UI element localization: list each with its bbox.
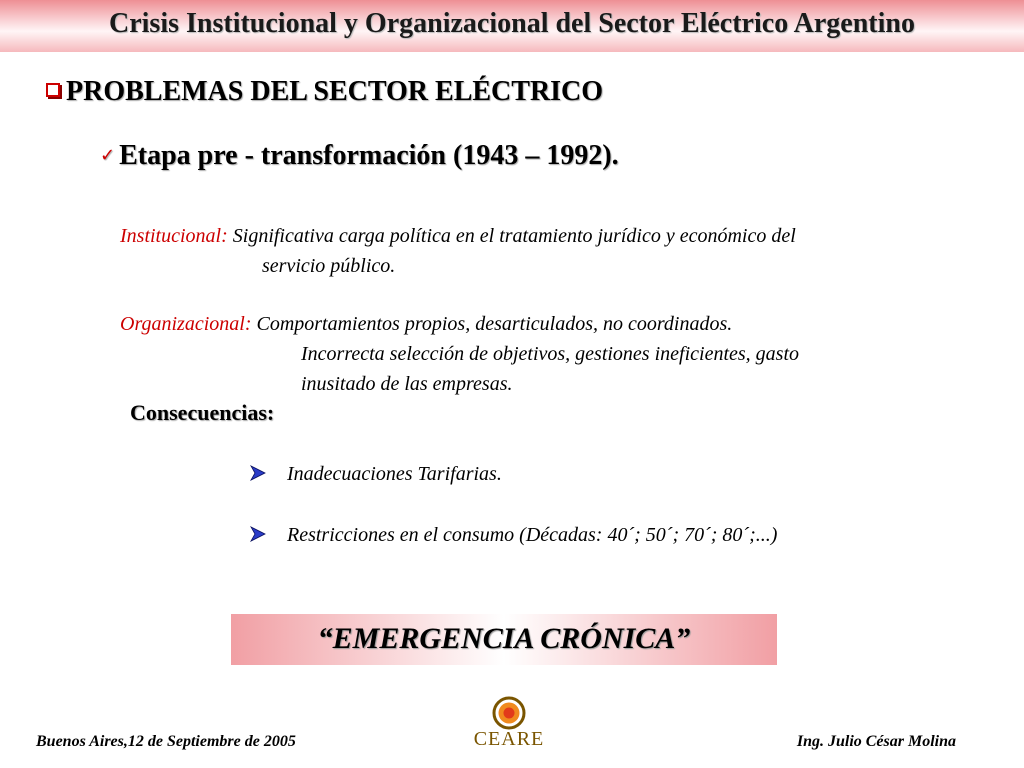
consecuencia-item [250, 524, 777, 547]
section-heading-text: PROBLEMAS DEL SECTOR ELÉCTRICO [66, 76, 604, 107]
institucional-line-1: Significativa carga política en el tratamiento jurídico y económico del [232, 225, 796, 247]
consecuencia-item-text: Inadecuaciones Tarifarias. [287, 463, 502, 485]
ceare-logo-text: CEARE [473, 728, 545, 750]
subheading [100, 140, 619, 172]
ceare-logo-icon [492, 696, 526, 730]
ceare-logo [464, 696, 554, 754]
institucional-label: Institucional: [120, 225, 228, 247]
organizacional-label: Organizacional: [120, 313, 252, 335]
slide-title: Crisis Institucional y Organizacional del Sector Eléctrico Argentino [109, 8, 915, 39]
section-heading [46, 76, 603, 108]
consecuencias-heading: Consecuencias: [130, 400, 275, 425]
footer-date: Buenos Aires,12 de Septiembre de 2005 [36, 733, 296, 750]
organizacional-line-1: Comportamientos propios, desarticulados, no coordinados. [256, 313, 733, 335]
square-bullet-icon [46, 83, 60, 97]
institucional-line-2: servicio público. [262, 255, 396, 277]
institucional-paragraph [120, 221, 796, 281]
organizacional-paragraph [120, 309, 799, 399]
checkmark-icon: ✓ [100, 145, 116, 166]
emergencia-text: “EMERGENCIA CRÓNICA” [317, 622, 691, 655]
consecuencia-item-text: Restricciones en el consumo (Décadas: 40´; 50´; 70´; 80´;...) [287, 524, 778, 546]
consecuencia-item [250, 463, 502, 486]
arrowhead-icon [250, 465, 266, 481]
footer-author: Ing. Julio César Molina [796, 733, 956, 750]
organizacional-line-3: inusitado de las empresas. [301, 373, 513, 395]
organizacional-line-2: Incorrecta selección de objetivos, gestiones ineficientes, gasto [301, 343, 800, 365]
subheading-text: Etapa pre - transformación (1943 – 1992). [119, 140, 619, 171]
arrowhead-icon [250, 526, 266, 542]
emergencia-box [231, 614, 777, 665]
